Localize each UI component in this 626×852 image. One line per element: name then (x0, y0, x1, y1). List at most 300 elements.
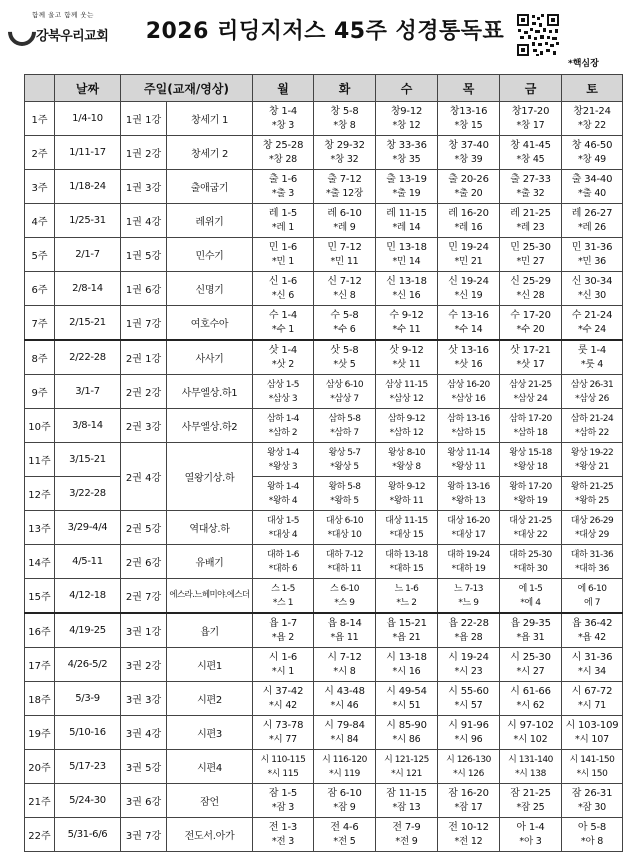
reading-cell (376, 477, 438, 511)
reading-range: 시 19-24 (448, 651, 489, 663)
book-cell: 창세기 1 (167, 102, 253, 136)
reading-range: 시 131-140 (508, 754, 553, 765)
key-chapter: *스 9 (334, 597, 355, 608)
key-chapter: *잠 25 (516, 801, 545, 813)
key-chapter: *시 27 (516, 665, 545, 677)
table-row (25, 511, 623, 545)
reading-range: 삿 5-8 (330, 344, 359, 356)
reading-cell (562, 204, 623, 238)
key-chapter: *민 21 (454, 255, 483, 267)
week-cell: 7주 (25, 306, 55, 341)
reading-range: 출 27-33 (510, 173, 551, 185)
reading-range: 전 1-3 (268, 821, 298, 833)
reading-cell (253, 682, 314, 716)
reading-range: 창13-16 (449, 105, 488, 117)
reading-cell (562, 272, 623, 306)
date-cell: 1/4-10 (55, 102, 121, 136)
week-cell: 19주 (25, 716, 55, 750)
key-chapter: *왕상 3 (268, 461, 298, 472)
table-row (25, 375, 623, 409)
reading-range: 창21-24 (573, 105, 611, 117)
volume-cell: 1권 4강 (121, 204, 167, 238)
reading-cell (314, 648, 376, 682)
reading-range: 시 43-48 (324, 685, 365, 697)
reading-cell (253, 272, 314, 306)
reading-cell (562, 716, 623, 750)
reading-cell (562, 818, 623, 852)
reading-cell (438, 204, 500, 238)
reading-range: 출 1-6 (268, 173, 298, 185)
reading-schedule-table (24, 74, 623, 852)
book-cell: 전도서.아가 (167, 818, 253, 852)
reading-cell (376, 409, 438, 443)
reading-cell (253, 545, 314, 579)
reading-range: 수 9-12 (389, 309, 424, 321)
key-chapter: *수 6 (333, 323, 356, 335)
reading-cell (500, 272, 562, 306)
book-cell: 유배기 (167, 545, 253, 579)
key-chapter: *느 2 (396, 597, 417, 608)
date-cell: 2/22-28 (55, 340, 121, 375)
key-chapter: *창 12 (392, 119, 421, 131)
reading-cell (314, 750, 376, 784)
key-chapter: *아 3 (519, 835, 542, 847)
volume-cell: 2권 1강 (121, 340, 167, 375)
key-chapter: *출 32 (516, 187, 545, 199)
table-row (25, 136, 623, 170)
reading-cell (562, 136, 623, 170)
reading-cell (376, 170, 438, 204)
col-header-tue: 화 (314, 75, 376, 102)
key-chapter: *왕하 5 (330, 495, 359, 506)
reading-range: 삿 17-21 (510, 344, 551, 356)
reading-cell (376, 204, 438, 238)
reading-cell (500, 409, 562, 443)
reading-range: 아 1-4 (516, 821, 545, 833)
reading-range: 시 103-109 (565, 719, 619, 731)
key-chapter: *창 17 (516, 119, 545, 131)
reading-range: 왕하 9-12 (387, 481, 426, 492)
key-chapter: *창 32 (330, 153, 359, 165)
key-chapter: *신 19 (454, 289, 483, 301)
reading-cell (500, 579, 562, 614)
reading-cell (438, 750, 500, 784)
key-chapter: *삼상 12 (389, 393, 424, 404)
key-chapter: *창 28 (268, 153, 298, 165)
reading-cell (500, 375, 562, 409)
reading-cell (562, 545, 623, 579)
key-chapter: *창 49 (577, 153, 607, 165)
volume-cell: 3권 6강 (121, 784, 167, 818)
key-chapter: *출 12장 (325, 187, 363, 199)
reading-cell (500, 545, 562, 579)
key-chapter: *왕상 5 (330, 461, 359, 472)
reading-range: 시 61-66 (510, 685, 551, 697)
key-chapter: *욥 28 (454, 631, 483, 643)
reading-cell (314, 511, 376, 545)
reading-range: 잠 16-20 (448, 787, 489, 799)
key-chapter: *시 34 (577, 665, 607, 677)
book-cell: 민수기 (167, 238, 253, 272)
key-chapter: *룻 4 (580, 358, 604, 370)
reading-cell (314, 613, 376, 648)
reading-range: 대상 26-29 (570, 515, 614, 526)
reading-cell (500, 102, 562, 136)
week-cell: 2주 (25, 136, 55, 170)
reading-cell (314, 272, 376, 306)
key-chapter: *전 9 (395, 835, 418, 847)
table-row (25, 613, 623, 648)
table-row (25, 238, 623, 272)
reading-cell (253, 170, 314, 204)
reading-range: 욥 29-35 (510, 617, 551, 629)
week-cell: 1주 (25, 102, 55, 136)
key-chapter: *시 42 (268, 699, 298, 711)
reading-cell (314, 682, 376, 716)
key-chapter: *욥 11 (330, 631, 359, 643)
key-chapter: *삼상 3 (268, 393, 298, 404)
reading-cell (253, 511, 314, 545)
key-chapter: *수 14 (454, 323, 483, 335)
reading-range: 느 7-13 (454, 583, 483, 594)
volume-cell: 2권 2강 (121, 375, 167, 409)
date-cell: 5/3-9 (55, 682, 121, 716)
volume-cell: 2권 3강 (121, 409, 167, 443)
key-chapter: *시 71 (577, 699, 607, 711)
key-chapter: *신 8 (333, 289, 356, 301)
key-chapter: *시 46 (330, 699, 359, 711)
reading-range: 창 33-36 (386, 139, 427, 151)
key-chapter: *시 121 (391, 768, 422, 779)
reading-range: 삼하 1-4 (267, 413, 299, 424)
reading-range: 룻 1-4 (577, 344, 607, 356)
reading-range: 시 91-96 (448, 719, 489, 731)
reading-cell (253, 443, 314, 477)
table-row (25, 716, 623, 750)
reading-cell (376, 784, 438, 818)
reading-range: 잠 6-10 (327, 787, 362, 799)
reading-cell (438, 784, 500, 818)
date-cell: 2/1-7 (55, 238, 121, 272)
volume-cell: 3권 7강 (121, 818, 167, 852)
volume-cell: 3권 1강 (121, 613, 167, 648)
reading-cell (438, 409, 500, 443)
key-chapter: *창 8 (333, 119, 356, 131)
reading-cell (253, 375, 314, 409)
reading-cell (314, 170, 376, 204)
reading-range: 삼상 21-25 (509, 379, 552, 390)
reading-range: 신 1-6 (268, 275, 298, 287)
reading-range: 창 29-32 (324, 139, 365, 151)
key-chapter: *왕상 21 (575, 461, 609, 472)
key-chapter: *욥 42 (577, 631, 607, 643)
reading-range: 레 6-10 (327, 207, 362, 219)
week-cell: 18주 (25, 682, 55, 716)
table-row (25, 306, 623, 341)
reading-range: 왕상 1-4 (267, 447, 299, 458)
table-row (25, 545, 623, 579)
key-chapter: *전 5 (333, 835, 356, 847)
reading-cell (376, 272, 438, 306)
key-chapter: *대하 30 (513, 563, 548, 574)
key-chapter: *삼상 16 (451, 393, 486, 404)
date-cell: 4/26-5/2 (55, 648, 121, 682)
reading-range: 전 4-6 (330, 821, 359, 833)
reading-range: 삼하 21-24 (570, 413, 614, 424)
reading-range: 창 46-50 (571, 139, 613, 151)
reading-cell (438, 477, 500, 511)
key-chapter: *전 3 (271, 835, 295, 847)
reading-cell (314, 409, 376, 443)
reading-cell (438, 545, 500, 579)
reading-range: 신 30-34 (571, 275, 613, 287)
key-chapter: *대상 4 (268, 529, 298, 540)
reading-range: 잠 11-15 (386, 787, 427, 799)
reading-range: 시 49-54 (386, 685, 427, 697)
reading-cell (500, 750, 562, 784)
key-chapter: *삼하 12 (389, 427, 424, 438)
reading-range: 삼하 17-20 (509, 413, 552, 424)
key-chapter: *왕상 18 (513, 461, 548, 472)
book-cell: 욥기 (167, 613, 253, 648)
reading-range: 시 110-115 (260, 754, 306, 765)
reading-cell (253, 716, 314, 750)
key-chapter: *왕하 11 (389, 495, 424, 506)
volume-cell: 3권 5강 (121, 750, 167, 784)
key-chapter: *창 15 (454, 119, 483, 131)
key-chapter: *수 24 (577, 323, 607, 335)
key-chapter: *출 40 (577, 187, 607, 199)
key-chapter: *왕하 13 (451, 495, 486, 506)
book-cell: 잠언 (167, 784, 253, 818)
reading-cell (253, 750, 314, 784)
reading-cell (253, 306, 314, 341)
week-cell: 12주 (25, 477, 55, 511)
key-chapter: *출 19 (392, 187, 421, 199)
reading-cell (500, 238, 562, 272)
reading-cell (253, 238, 314, 272)
col-header-sunday: 주일(교재/영상) (121, 75, 253, 102)
reading-range: 창 41-45 (510, 139, 551, 151)
key-chapter: *대하 19 (451, 563, 486, 574)
date-cell: 4/19-25 (55, 613, 121, 648)
reading-range: 왕하 5-8 (328, 481, 361, 492)
book-cell: 시편1 (167, 648, 253, 682)
key-chapter: *레 23 (516, 221, 545, 233)
reading-cell (376, 613, 438, 648)
reading-cell (314, 477, 376, 511)
key-chapter: *민 27 (516, 255, 545, 267)
week-cell: 13주 (25, 511, 55, 545)
key-chapter: *시 51 (392, 699, 421, 711)
book-cell: 사무엘상.하1 (167, 375, 253, 409)
reading-cell (376, 682, 438, 716)
reading-range: 잠 26-31 (571, 787, 613, 799)
reading-cell (500, 716, 562, 750)
key-chapter: *잠 3 (271, 801, 295, 813)
book-cell: 에스라.느헤미야.에스더 (167, 579, 253, 614)
church-name: 강북우리교회 (36, 29, 109, 44)
reading-range: 시 67-72 (571, 685, 613, 697)
volume-cell: 1권 1강 (121, 102, 167, 136)
reading-range: 삼상 26-31 (570, 379, 614, 390)
table-row (25, 818, 623, 852)
reading-cell (500, 204, 562, 238)
key-chapter: *잠 17 (454, 801, 483, 813)
key-chapter: *대하 36 (575, 563, 609, 574)
reading-range: 창17-20 (511, 105, 550, 117)
reading-cell (376, 136, 438, 170)
reading-cell (562, 409, 623, 443)
reading-range: 시 73-78 (262, 719, 304, 731)
table-row (25, 340, 623, 375)
book-cell: 사무엘상.하2 (167, 409, 253, 443)
key-chapter: *수 11 (392, 323, 421, 335)
reading-range: 대상 11-15 (385, 515, 428, 526)
reading-cell (376, 102, 438, 136)
reading-cell (562, 477, 623, 511)
reading-cell (562, 443, 623, 477)
reading-range: 삿 13-16 (448, 344, 489, 356)
table-row (25, 648, 623, 682)
reading-cell (438, 136, 500, 170)
week-cell: 8주 (25, 340, 55, 375)
key-chapter: *삼상 24 (513, 393, 548, 404)
date-cell: 4/12-18 (55, 579, 121, 614)
date-cell: 5/31-6/6 (55, 818, 121, 852)
reading-cell (376, 716, 438, 750)
key-chapter: *잠 9 (333, 801, 356, 813)
key-chapter: *전 12 (454, 835, 483, 847)
reading-cell (314, 579, 376, 614)
reading-cell (376, 545, 438, 579)
key-chapter: *창 39 (454, 153, 483, 165)
table-row (25, 784, 623, 818)
week-cell: 6주 (25, 272, 55, 306)
volume-cell: 1권 6강 (121, 272, 167, 306)
reading-range: 삼하 9-12 (387, 413, 426, 424)
date-cell: 1/11-17 (55, 136, 121, 170)
key-chapter: *레 14 (392, 221, 421, 233)
reading-range: 수 17-20 (510, 309, 551, 321)
reading-range: 왕상 5-7 (328, 447, 361, 458)
table-row (25, 102, 623, 136)
key-chapter: *시 119 (329, 768, 360, 779)
key-chapter: *왕하 19 (513, 495, 548, 506)
reading-cell (500, 613, 562, 648)
reading-cell (314, 102, 376, 136)
reading-cell (562, 579, 623, 614)
reading-cell (314, 443, 376, 477)
key-chapter: *에 4 (520, 597, 541, 608)
reading-cell (253, 102, 314, 136)
volume-cell: 3권 2강 (121, 648, 167, 682)
volume-cell: 1권 7강 (121, 306, 167, 341)
book-cell: 역대상.하 (167, 511, 253, 545)
date-cell: 2/15-21 (55, 306, 121, 341)
reading-range: 삼상 11-15 (385, 379, 428, 390)
reading-cell (376, 375, 438, 409)
reading-cell (253, 409, 314, 443)
reading-range: 수 5-8 (330, 309, 359, 321)
key-chapter: *민 36 (577, 255, 607, 267)
key-chapter: *왕하 25 (575, 495, 609, 506)
week-cell: 20주 (25, 750, 55, 784)
reading-range: 시 121-125 (384, 754, 429, 765)
table-row (25, 579, 623, 614)
reading-cell (500, 136, 562, 170)
reading-range: 시 97-102 (507, 719, 554, 731)
week-cell: 10주 (25, 409, 55, 443)
reading-range: 왕상 11-14 (447, 447, 490, 458)
reading-range: 수 1-4 (268, 309, 298, 321)
reading-range: 대상 16-20 (447, 515, 490, 526)
key-chapter: *왕상 11 (451, 461, 486, 472)
reading-cell (376, 818, 438, 852)
reading-range: 욥 22-28 (448, 617, 489, 629)
reading-cell (500, 477, 562, 511)
volume-cell: 2권 4강 (121, 443, 167, 511)
key-chapter: *시 8 (333, 665, 356, 677)
key-chapter: *시 107 (575, 733, 609, 745)
reading-range: 레 21-25 (510, 207, 551, 219)
key-chapter: *시 150 (576, 768, 608, 779)
book-cell: 시편3 (167, 716, 253, 750)
reading-range: 출 34-40 (571, 173, 613, 185)
reading-cell (438, 648, 500, 682)
legend-key-chapter: *핵심장 (568, 59, 599, 69)
reading-cell (438, 306, 500, 341)
reading-cell (438, 238, 500, 272)
key-chapter: *시 102 (513, 733, 548, 745)
reading-cell (376, 648, 438, 682)
key-chapter: *레 16 (454, 221, 483, 233)
date-cell: 4/5-11 (55, 545, 121, 579)
week-cell: 21주 (25, 784, 55, 818)
week-cell: 9주 (25, 375, 55, 409)
key-chapter: *삼하 2 (268, 427, 298, 438)
key-chapter: *삿 11 (392, 358, 421, 370)
key-chapter: *잠 30 (577, 801, 607, 813)
reading-cell (314, 375, 376, 409)
reading-range: 출 13-19 (386, 173, 427, 185)
reading-cell (438, 340, 500, 375)
week-cell: 5주 (25, 238, 55, 272)
reading-range: 왕상 8-10 (387, 447, 426, 458)
date-cell: 5/10-16 (55, 716, 121, 750)
key-chapter: *삼상 7 (330, 393, 359, 404)
key-chapter: *대상 10 (327, 529, 362, 540)
volume-cell: 1권 5강 (121, 238, 167, 272)
reading-range: 시 37-42 (262, 685, 304, 697)
reading-cell (314, 716, 376, 750)
date-cell: 5/17-23 (55, 750, 121, 784)
reading-range: 삼하 13-16 (447, 413, 490, 424)
key-chapter: *창 35 (392, 153, 421, 165)
reading-cell (253, 477, 314, 511)
key-chapter: *신 6 (271, 289, 295, 301)
reading-cell (376, 511, 438, 545)
col-header-date: 날짜 (55, 75, 121, 102)
reading-cell (562, 238, 623, 272)
key-chapter: *삿 5 (333, 358, 356, 370)
week-cell: 11주 (25, 443, 55, 477)
reading-cell (314, 204, 376, 238)
reading-cell (253, 204, 314, 238)
table-row (25, 272, 623, 306)
reading-range: 시 116-120 (322, 754, 367, 765)
reading-range: 시 79-84 (324, 719, 365, 731)
